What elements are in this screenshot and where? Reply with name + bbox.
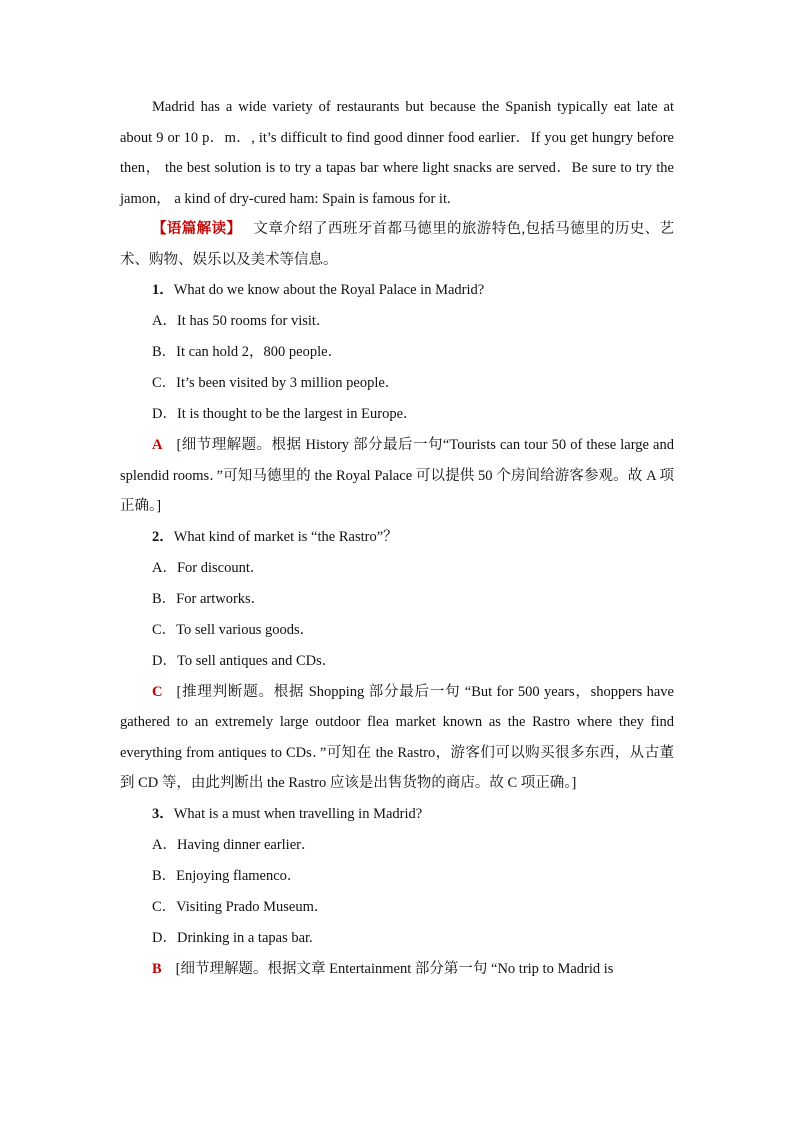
question-2-text: What kind of market is “the Rastro”？ [173, 528, 398, 545]
question-1-option-b: B．It can hold 2，800 people． [152, 344, 343, 360]
question-3-explanation-text: [细节理解题。根据文章 Entertainment 部分第一句 “No trip to Madrid is [175, 960, 614, 977]
question-3-stem [120, 799, 674, 830]
question-2-answer: C [152, 683, 163, 700]
question-3-option-a: A．Having dinner earlier． [152, 836, 316, 853]
question-1-text: What do we know about the Royal Palace in Madrid? [173, 282, 485, 298]
question-2-option-b: B．For artworks． [152, 590, 266, 607]
reading-note-label: 【语篇解读】 [152, 221, 242, 237]
passage-paragraph: Madrid has a wide variety of restaurants but because the Spanish typically eat late at about 9 or 10 p．m．, it’s difficult to find good dinner food earlier．If you get hungry before then， the best solution is to try a tapas bar where light snacks are served．Be sure to try the jamon， a kind of dry-cured ham: Spain is famous for it. [120, 99, 674, 207]
question-1-option-c: C．It’s been visited by 3 million people． [152, 375, 400, 391]
question-2-number: 2． [152, 528, 174, 545]
question-1-option-d: D．It is thought to be the largest in Europe． [152, 406, 418, 422]
question-3-option-b: B．Enjoying flamenco． [152, 867, 302, 884]
question-1-number: 1． [152, 282, 174, 298]
question-2-explanation-text: [推理判断题。根据 Shopping 部分最后一句 “But for 500 years，shoppers have gathered to an extremely large outdoor flea market known as the Rastro where they find everything from antiques to CDs．”可知在 the Rastro，游客们可以购买很多东西，从古董到 CD 等，由此判断出 the Rastro 应该是出售货物的商店。故 C 项正确。] [120, 683, 674, 791]
document-content [120, 92, 674, 984]
question-3-explanation [120, 954, 674, 985]
question-2-explanation [120, 677, 674, 799]
question-1-explanation [120, 430, 674, 522]
question-2-option-c: C．To sell various goods． [152, 621, 315, 638]
question-1-explanation-text: [细节理解题。根据 History 部分最后一句“Tourists can tour 50 of these large and splendid rooms．”可知马德里的 the Royal Palace 可以提供 50 个房间给游客参观。故 A 项正确。] [120, 437, 674, 514]
question-3-answer: B [152, 960, 162, 977]
question-2-option-a: A．For discount． [152, 559, 265, 576]
question-1-answer: A [152, 437, 163, 453]
question-1-stem [120, 275, 674, 306]
question-3-option-d: D．Drinking in a tapas bar. [152, 929, 313, 946]
question-3-text: What is a must when travelling in Madrid? [173, 805, 423, 822]
reading-note [120, 214, 674, 275]
reading-note-text: 文章介绍了西班牙首都马德里的旅游特色,包括马德里的历史、艺术、购物、娱乐以及美术等信息。 [120, 221, 675, 268]
question-1-option-a: A．It has 50 rooms for visit． [152, 313, 331, 329]
question-2-stem [120, 522, 674, 553]
question-2-option-d: D．To sell antiques and CDs． [152, 652, 337, 669]
question-3-option-c: C．Visiting Prado Museum． [152, 898, 329, 915]
question-3-number: 3． [152, 805, 174, 822]
